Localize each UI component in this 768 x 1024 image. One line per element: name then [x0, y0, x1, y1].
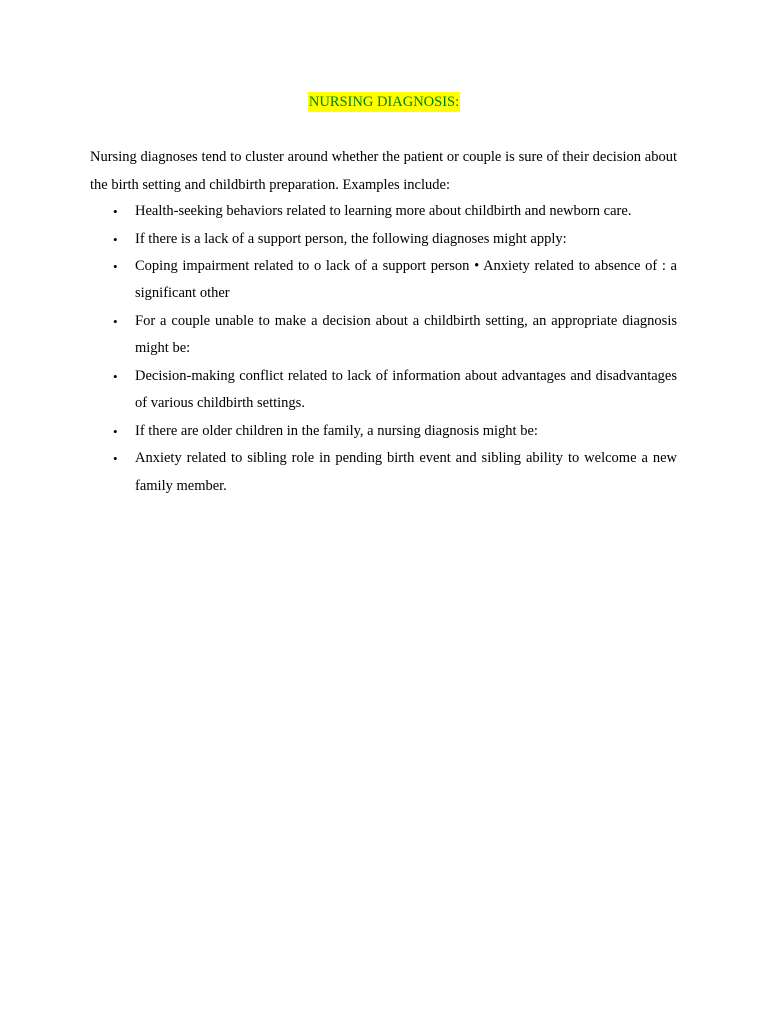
bullet-icon: • — [113, 204, 118, 219]
list-item-text: Decision-making conflict related to lack of information about advantages and disadvantages of various childbirth settings. — [135, 367, 677, 412]
bullet-icon: • — [113, 451, 118, 467]
list-item — [90, 308, 677, 363]
list-item — [90, 253, 677, 308]
bullet-icon: • — [113, 231, 118, 247]
list-item — [90, 198, 677, 225]
list-item — [90, 445, 677, 500]
list-item — [90, 363, 677, 418]
list-item-text: Anxiety related to sibling role in pending birth event and sibling ability to welcome a new family member. — [135, 450, 677, 494]
bullet-icon: • — [113, 368, 118, 384]
title-container — [0, 92, 768, 112]
list-item-text: If there is a lack of a support person, the following diagnoses might apply: — [135, 230, 567, 247]
bullet-icon: • — [113, 314, 118, 330]
bullet-icon: • — [113, 259, 118, 275]
list-item — [90, 418, 677, 445]
document-title: NURSING DIAGNOSIS: — [308, 94, 460, 110]
list-item-text: Coping impairment related to o lack of a support person • Anxiety related to absence of : a significant other — [135, 258, 677, 302]
list-item-text: Health-seeking behaviors related to learning more about childbirth and newborn care. — [135, 203, 632, 219]
list-item-text: If there are older children in the family, a nursing diagnosis might be: — [135, 422, 538, 439]
bullet-icon: • — [113, 423, 118, 439]
list-item — [90, 226, 677, 253]
list-item-text: For a couple unable to make a decision about a childbirth setting, an appropriate diagnosis might be: — [135, 313, 677, 357]
diagnosis-list — [90, 198, 677, 500]
intro-paragraph: Nursing diagnoses tend to cluster around whether the patient or couple is sure of their decision about the birth setting and childbirth preparation. Examples include: — [90, 149, 677, 193]
